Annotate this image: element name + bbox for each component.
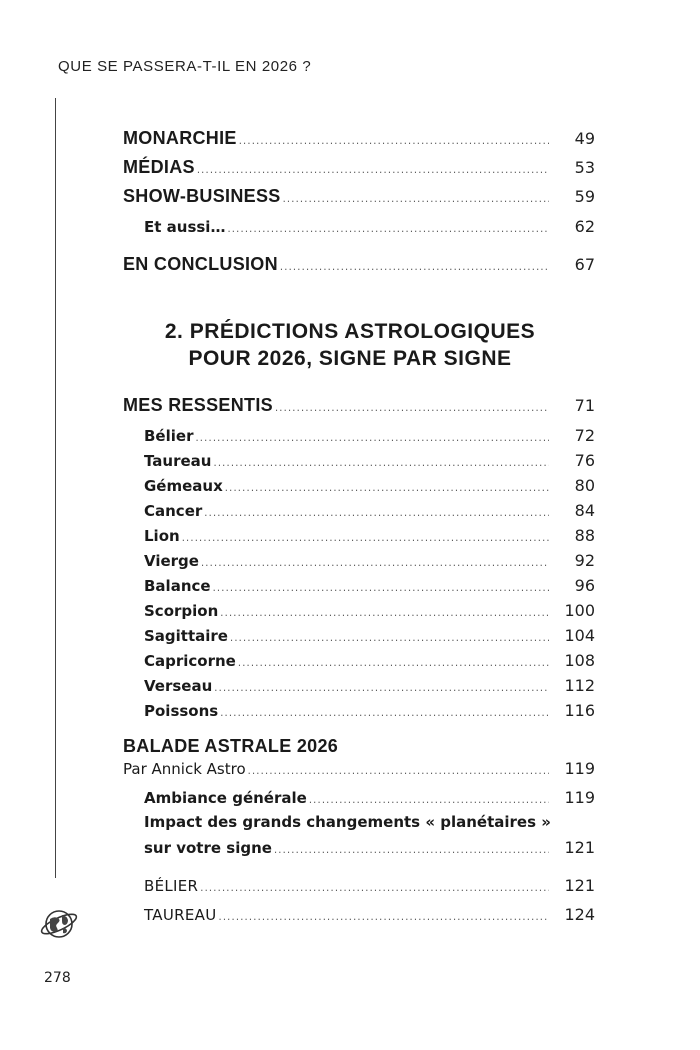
leader-dots	[238, 656, 549, 669]
leader-dots	[214, 681, 549, 694]
leader-dots	[225, 481, 549, 494]
toc-entry-sign[interactable]	[0, 576, 700, 595]
toc-entry-medias[interactable]	[0, 157, 700, 178]
leader-dots	[195, 431, 549, 444]
leader-dots	[275, 401, 549, 414]
running-head: QUE SE PASSERA-T-IL EN 2026 ?	[58, 58, 312, 75]
toc-entry-ambiance[interactable]	[0, 788, 700, 807]
toc-entry-title: Ambiance générale	[144, 789, 307, 807]
toc-entry-title: BÉLIER	[144, 877, 199, 895]
toc-entry-sign[interactable]	[0, 676, 700, 695]
toc-entry-conclusion[interactable]	[0, 254, 700, 275]
toc-entry-page: 119	[564, 759, 595, 778]
toc-entry-sign[interactable]	[0, 651, 700, 670]
toc-entry-title: TAUREAU	[144, 906, 217, 924]
toc-entry-page: 88	[574, 526, 595, 545]
toc-entry-page: 124	[564, 905, 595, 924]
toc-entry-page: 49	[574, 129, 595, 148]
toc-entry-title: Capricorne	[144, 652, 236, 670]
toc-entry-title: EN CONCLUSION	[123, 254, 278, 274]
leader-dots	[283, 192, 549, 205]
toc-entry-title: Taureau	[144, 452, 212, 470]
leader-dots	[227, 222, 549, 235]
leader-dots	[201, 556, 549, 569]
toc-entry-page: 53	[574, 158, 595, 177]
toc-entry-sign[interactable]	[0, 501, 700, 520]
toc-entry-sign[interactable]	[0, 451, 700, 470]
toc-entry-sign[interactable]	[0, 601, 700, 620]
leader-dots	[197, 163, 549, 176]
toc-entry-impact[interactable]	[0, 838, 700, 857]
toc-entry-page: 76	[574, 451, 595, 470]
toc-entry-title: Et aussi…	[144, 218, 226, 236]
toc-entry-title: Lion	[144, 527, 180, 545]
leader-dots	[280, 260, 549, 273]
toc-entry-sign[interactable]	[0, 476, 700, 495]
toc-entry-title: Verseau	[144, 677, 213, 695]
toc-entry-sign-caps[interactable]	[0, 876, 700, 895]
toc-entry-sign[interactable]	[0, 551, 700, 570]
toc-entry-title: MONARCHIE	[123, 128, 237, 148]
toc-entry-ressentis[interactable]	[0, 395, 700, 416]
toc-entry-title: Scorpion	[144, 602, 219, 620]
toc-entry-page: 71	[574, 396, 595, 415]
toc-entry-monarchie[interactable]	[0, 128, 700, 149]
toc-entry-sign-caps[interactable]	[0, 905, 700, 924]
toc-entry-title: Cancer	[144, 502, 203, 520]
section-title-line2: POUR 2026, SIGNE PAR SIGNE	[188, 347, 512, 370]
leader-dots	[309, 793, 549, 806]
toc-entry-page: 121	[564, 876, 595, 895]
toc-entry-title: MES RESSENTIS	[123, 395, 273, 415]
toc-entry-title: Gémeaux	[144, 477, 223, 495]
leader-dots	[220, 706, 549, 719]
toc-entry-byline-text: Par Annick Astro	[123, 760, 246, 778]
toc-entry-title: Sagittaire	[144, 627, 228, 645]
toc-heading-balade[interactable]: BALADE ASTRALE 2026	[123, 736, 339, 756]
toc-entry-title: Balance	[144, 577, 211, 595]
leader-dots	[248, 764, 549, 777]
toc-entry-page: 72	[574, 426, 595, 445]
toc-entry-page: 62	[574, 217, 595, 236]
toc-entry-et-aussi[interactable]	[0, 217, 700, 236]
toc-entry-page: 59	[574, 187, 595, 206]
page-number: 278	[44, 970, 71, 986]
toc-entry-page: 100	[564, 601, 595, 620]
toc-entry-sign[interactable]	[0, 526, 700, 545]
toc-entry-page: 119	[564, 788, 595, 807]
toc-entry-page: 96	[574, 576, 595, 595]
toc-entry-title: SHOW-BUSINESS	[123, 186, 281, 206]
toc-entry-impact-line1[interactable]: Impact des grands changements « planétaires »	[144, 813, 551, 831]
toc-entry-page: 80	[574, 476, 595, 495]
toc-entry-title: sur votre signe	[144, 839, 272, 857]
toc-entry-page: 112	[564, 676, 595, 695]
leader-dots	[213, 456, 549, 469]
leader-dots	[182, 531, 549, 544]
toc-entry-page: 67	[574, 255, 595, 274]
section-title-line1: 2. PRÉDICTIONS ASTROLOGIQUES	[164, 320, 536, 343]
toc-entry-sign[interactable]	[0, 626, 700, 645]
toc-entry-sign[interactable]	[0, 426, 700, 445]
leader-dots	[230, 631, 549, 644]
toc-entry-title: Poissons	[144, 702, 219, 720]
toc-entry-page: 116	[564, 701, 595, 720]
toc-entry-page: 121	[564, 838, 595, 857]
leader-dots	[213, 581, 549, 594]
leader-dots	[220, 606, 549, 619]
leader-dots	[204, 506, 549, 519]
toc-entry-title: Bélier	[144, 427, 194, 445]
toc-entry-page: 108	[564, 651, 595, 670]
toc-entry-title: Vierge	[144, 552, 199, 570]
toc-entry-show-business[interactable]	[0, 186, 700, 207]
leader-dots	[218, 910, 549, 923]
toc-entry-page: 84	[574, 501, 595, 520]
toc-entry-page: 92	[574, 551, 595, 570]
toc-entry-page: 104	[564, 626, 595, 645]
toc-entry-title: MÉDIAS	[123, 157, 195, 177]
toc-entry-sign[interactable]	[0, 701, 700, 720]
leader-dots	[274, 843, 549, 856]
globe-icon	[38, 904, 80, 944]
toc-entry-byline[interactable]	[0, 759, 700, 778]
leader-dots	[200, 881, 549, 894]
leader-dots	[239, 134, 549, 147]
section-title	[0, 318, 700, 372]
